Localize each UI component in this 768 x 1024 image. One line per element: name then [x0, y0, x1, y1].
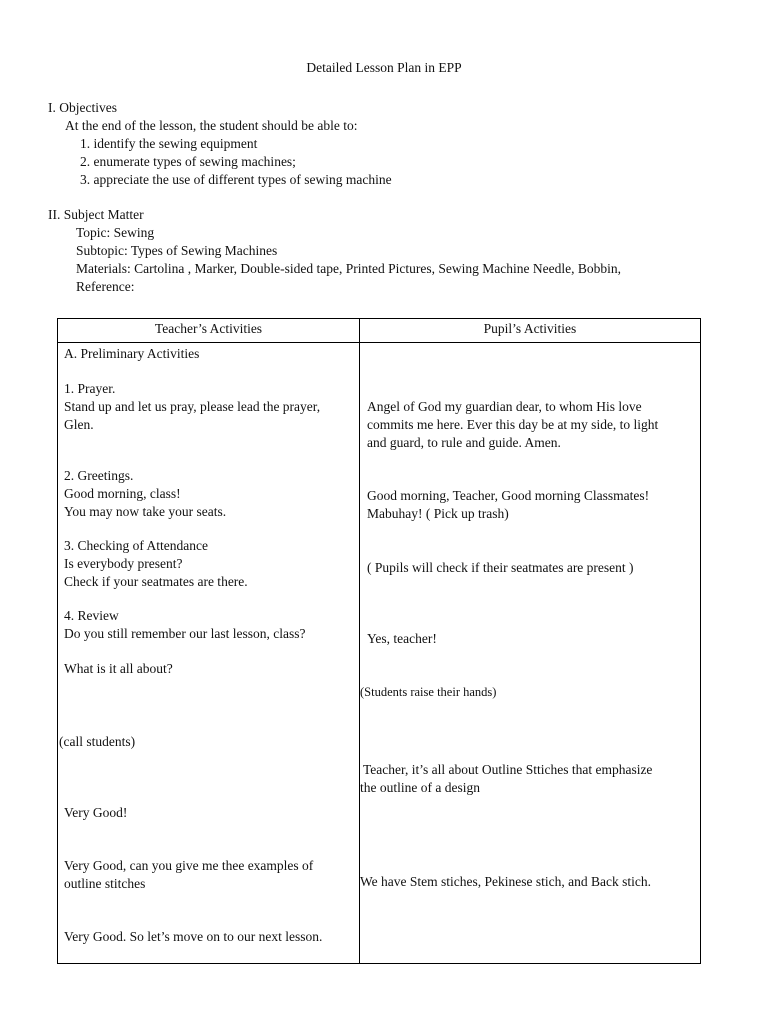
objective-item-2: 2. enumerate types of sewing machines;: [80, 154, 296, 169]
teacher-attendance-line-1: Is everybody present?: [64, 556, 183, 571]
materials-line: Materials: Cartolina , Marker, Double-sided tape, Printed Pictures, Sewing Machine Needle, Bobbin,: [76, 261, 621, 276]
subtopic-line: Subtopic: Types of Sewing Machines: [76, 243, 278, 258]
topic-line: Topic: Sewing: [76, 225, 155, 240]
teacher-attendance-line-2: Check if your seatmates are there.: [64, 574, 248, 589]
pupil-outline-line-2: the outline of a design: [360, 780, 480, 795]
objectives-heading: I. Objectives: [48, 100, 117, 115]
header-divider: [58, 342, 700, 343]
teacher-greetings-line-1: Good morning, class!: [64, 486, 181, 501]
pupil-review-response: Yes, teacher!: [367, 631, 437, 646]
pupil-activities-header: Pupil’s Activities: [483, 321, 577, 336]
reference-line: Reference:: [76, 279, 135, 294]
teacher-examples-line-2: outline stitches: [64, 876, 146, 891]
teacher-review-line-2: What is it all about?: [64, 661, 173, 676]
teacher-prayer-line-1: Stand up and let us pray, please lead the prayer,: [64, 399, 321, 414]
subject-matter-heading: II. Subject Matter: [48, 207, 144, 222]
objectives-intro: At the end of the lesson, the student should be able to:: [65, 118, 358, 133]
column-divider: [359, 319, 360, 963]
teacher-prayer-line-2: Glen.: [64, 417, 94, 432]
pupil-prayer-line-3: and guard, to rule and guide. Amen.: [367, 435, 561, 450]
teacher-review-line-1: Do you still remember our last lesson, class?: [64, 626, 306, 641]
teacher-very-good-1: Very Good!: [64, 805, 128, 820]
pupil-greetings-line-1: Good morning, Teacher, Good morning Classmates!: [367, 488, 650, 503]
page-title: Detailed Lesson Plan in EPP: [306, 60, 462, 75]
teacher-attendance-heading: 3. Checking of Attendance: [64, 538, 208, 553]
pupil-outline-line-1: Teacher, it’s all about Outline Sttiches that emphasize: [363, 762, 653, 777]
teacher-preliminary-activities: A. Preliminary Activities: [64, 346, 200, 361]
pupil-prayer-line-2: commits me here. Ever this day be at my side, to light: [367, 417, 659, 432]
teacher-next-lesson: Very Good. So let’s move on to our next lesson.: [64, 929, 323, 944]
pupil-greetings-line-2: Mabuhay! ( Pick up trash): [367, 506, 509, 521]
teacher-review-heading: 4. Review: [64, 608, 119, 623]
activities-table: [57, 318, 701, 964]
pupil-examples-response: We have Stem stiches, Pekinese stich, and Back stich.: [360, 874, 651, 889]
teacher-greetings-heading: 2. Greetings.: [64, 468, 134, 483]
teacher-call-students: (call students): [59, 734, 136, 749]
teacher-prayer-heading: 1. Prayer.: [64, 381, 116, 396]
objective-item-1: 1. identify the sewing equipment: [80, 136, 258, 151]
objective-item-3: 3. appreciate the use of different types of sewing machine: [80, 172, 392, 187]
pupil-attendance-response: ( Pupils will check if their seatmates are present ): [367, 560, 634, 575]
pupil-raise-hands: (Students raise their hands): [360, 685, 497, 699]
teacher-activities-header: Teacher’s Activities: [154, 321, 263, 336]
pupil-prayer-line-1: Angel of God my guardian dear, to whom His love: [367, 399, 642, 414]
teacher-examples-line-1: Very Good, can you give me thee examples of: [64, 858, 314, 873]
teacher-greetings-line-2: You may now take your seats.: [64, 504, 227, 519]
